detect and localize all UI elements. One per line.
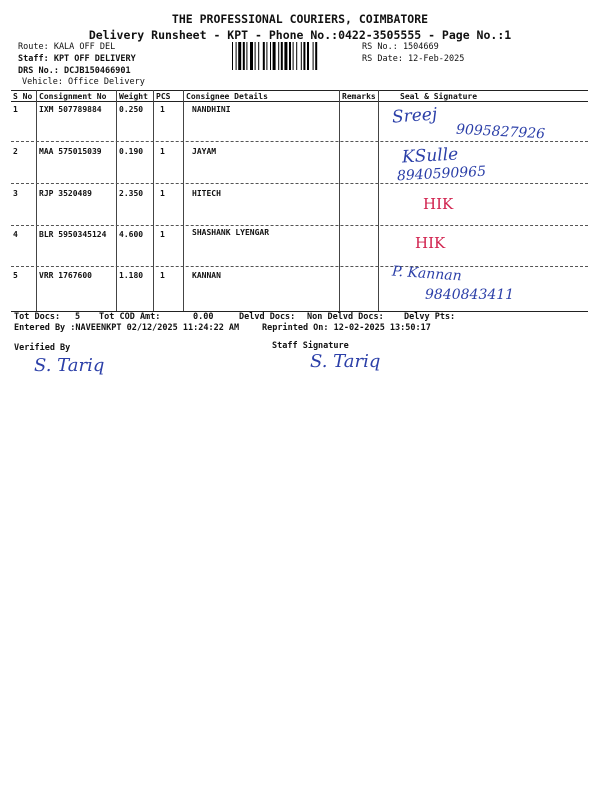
row-pcs: 1 [160,105,165,114]
row5-phone-handwritten: 9840843411 [425,287,515,303]
row1-phone-handwritten: 9095827926 [455,121,546,143]
column-header: PCS [156,92,171,101]
row-separator [11,183,588,184]
column-header: Consignee Details [186,92,268,101]
table-bottom-border [11,311,588,312]
rs-number: RS No.: 1504669 [362,42,439,52]
staff-signature-label: Staff Signature [272,341,349,351]
row-consignee: JAYAM [192,147,217,156]
tot-docs-value: 5 [75,312,81,322]
non-delvd-docs-label: Non Delvd Docs: [307,312,384,322]
tot-docs-label: Tot Docs: [14,312,61,322]
row-weight: 1.180 [119,271,144,280]
row-consignment: RJP 3520489 [39,189,92,198]
row-weight: 0.250 [119,105,144,114]
row3-stamp-mark: HIK [423,195,454,213]
rs-date: RS Date: 12-Feb-2025 [362,54,465,64]
table-header-border [11,101,588,102]
column-divider [153,90,154,312]
row-sno: 2 [13,147,18,156]
verified-by-label: Verified By [14,343,71,353]
row-separator [11,141,588,142]
column-header: Remarks [342,92,376,101]
vehicle-label: Vehicle: Office Delivery [22,77,145,87]
row-weight: 2.350 [119,189,144,198]
row5-name-handwritten: P. Kannan [391,263,463,285]
staff-signature-handwritten: S. Tariq [310,351,381,372]
column-divider [36,90,37,312]
column-divider [183,90,184,312]
row-consignee: HITECH [192,189,221,198]
row-sno: 1 [13,105,18,114]
row-separator [11,266,588,267]
row-consignment: VRR 1767600 [39,271,92,280]
row-weight: 4.600 [119,230,144,239]
row2-phone-handwritten: 8940590965 [396,163,487,185]
row1-signature: Sreej [391,104,438,128]
row-pcs: 1 [160,189,165,198]
row2-signature: KSulle [401,144,459,168]
row-sno: 5 [13,271,18,280]
row-pcs: 1 [160,147,165,156]
row-separator [11,225,588,226]
row-pcs: 1 [160,271,165,280]
row-consignee: SHASHANK LYENGAR [192,228,270,237]
column-header: Seal & Signature [400,92,478,101]
row-weight: 0.190 [119,147,144,156]
column-header: Consignment No [39,92,107,101]
route-label: Route: KALA OFF DEL [18,42,116,52]
verified-by-signature: S. Tariq [34,355,105,376]
company-title: THE PROFESSIONAL COURIERS, COIMBATORE [171,12,429,26]
row-consignee: NANDHINI [192,105,231,114]
tot-cod-value: 0.00 [193,312,214,322]
entered-by: Entered By :NAVEENKPT 02/12/2025 11:24:22 AM [14,323,240,333]
delvd-docs-label: Delvd Docs: [239,312,296,322]
row-consignment: IXM 507789884 [39,105,102,114]
column-header: Weight [119,92,148,101]
row4-stamp-mark: HIK [415,234,446,252]
barcode-icon [232,42,354,72]
column-divider [116,90,117,312]
column-header: S No [13,92,33,101]
row-sno: 4 [13,230,18,239]
reprinted-on: Reprinted On: 12-02-2025 13:50:17 [262,323,431,333]
column-divider [339,90,340,312]
table-top-border [11,90,588,91]
row-pcs: 1 [160,230,165,239]
column-divider [378,90,379,312]
staff-label: Staff: KPT OFF DELIVERY [18,54,136,64]
drs-number: DRS No.: DCJB150466901 [18,66,131,76]
runsheet-subtitle: Delivery Runsheet - KPT - Phone No.:0422-3505555 - Page No.:1 [88,28,512,42]
row-consignee: KANNAN [192,271,221,280]
row-sno: 3 [13,189,18,198]
row-consignment: MAA 575015039 [39,147,102,156]
tot-cod-label: Tot COD Amt: [99,312,161,322]
row-consignment: BLR 5950345124 [39,230,107,239]
delvy-pts-label: Delvy Pts: [404,312,456,322]
